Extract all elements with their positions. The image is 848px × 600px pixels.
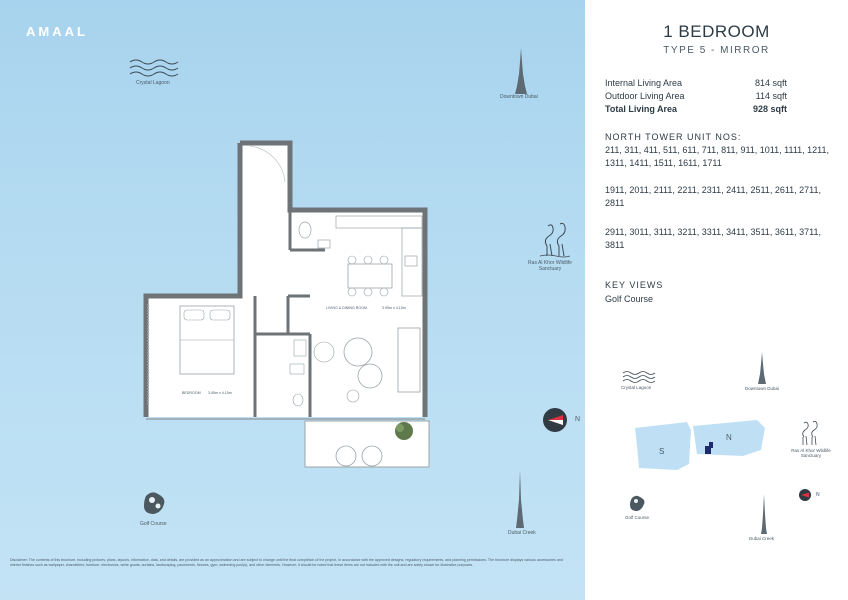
mini-north-label: N <box>726 433 732 442</box>
mini-dubai-creek-label: Dubai Creek <box>749 536 775 541</box>
key-views-heading: KEY VIEWS <box>605 280 664 290</box>
total-area-row <box>605 104 787 114</box>
downtown-dubai-label: Downtown Dubai <box>500 94 538 100</box>
mini-waves-icon <box>621 370 657 384</box>
compass-icon <box>541 406 569 434</box>
mini-crystal-lagoon-label: Crystal Lagoon <box>621 385 652 390</box>
internal-area-row <box>605 78 787 88</box>
mini-creek-tower-icon <box>760 494 768 534</box>
total-area-value: 928 sqft <box>752 104 787 114</box>
unit-title: 1 BEDROOM <box>663 22 770 41</box>
dubai-creek-tower-icon <box>515 470 525 528</box>
ras-al-khor-label: Ras Al Khor Wildlife Sanctuary <box>528 260 572 272</box>
dubai-creek-label: Dubai Creek <box>508 530 536 536</box>
mini-compass-north: N <box>816 492 820 498</box>
mini-compass-icon <box>798 488 812 502</box>
golf-course-label: Golf Course <box>140 521 167 527</box>
mini-golf-label: Golf Course <box>625 515 650 520</box>
living-room-size: 3.95m x 4.15m <box>382 306 406 310</box>
crystal-lagoon-label: Crystal Lagoon <box>136 80 170 86</box>
bedroom-size: 3.95m x 4.15m <box>208 391 232 395</box>
outdoor-area-value: 114 sqft <box>755 91 787 101</box>
unit-group-3: 2911, 3011, 3111, 3211, 3311, 3411, 3511, 3611, 3711, 3811 <box>605 227 822 250</box>
waves-icon <box>128 58 184 78</box>
unit-subtitle: TYPE 5 - MIRROR <box>663 45 770 56</box>
mini-burj-icon <box>757 352 767 384</box>
internal-area-label: Internal Living Area <box>605 78 683 88</box>
bedroom-label: BEDROOM <box>182 391 201 395</box>
total-area-label: Total Living Area <box>605 104 678 114</box>
key-views-value: Golf Course <box>605 294 654 304</box>
mini-golf-icon <box>628 494 648 512</box>
unit-nos-heading: NORTH TOWER UNIT NOS: <box>605 132 742 142</box>
internal-area-value: 814 sqft <box>754 78 787 88</box>
flamingo-icon <box>538 222 572 258</box>
disclaimer-text: Disclaimer: The contents of this brochure, including pictures, plans, layouts, information, data, and details, are provided as an approximation and are subject to change until the final completion of the project, in accordance with the approved designs, regulatory requirements, and planning permissions. The brochure displays various accessories and interior finishes such as wallpaper, chandeliers, furniture, electronics, white goods, curtains, landscaping, pavements, fixtures, gym, swimming pool(s), and other elements. However, it should be noted that these items are not included with the unit and are solely shown for illustrative purposes. <box>10 558 563 567</box>
mini-downtown-label: Downtown Dubai <box>744 386 780 391</box>
living-room-label: LIVING & DINING ROOM <box>326 306 367 310</box>
unit-info-panel <box>585 0 848 600</box>
compass-north-label: N <box>575 416 581 423</box>
unit-group-1: 211, 311, 411, 511, 611, 711, 811, 911, 1011, 1111, 1211, 1311, 1411, 1511, 1611, 1711 <box>605 145 830 168</box>
unit-group-2: 1911, 2011, 2111, 2211, 2311, 2411, 2511, 2611, 2711, 2811 <box>605 185 822 208</box>
mini-south-label: S <box>659 447 665 456</box>
outdoor-area-row <box>605 91 787 101</box>
golf-course-icon <box>140 490 170 516</box>
mini-flamingo-icon <box>797 420 821 446</box>
burj-khalifa-icon <box>514 48 528 94</box>
outdoor-area-label: Outdoor Living Area <box>605 91 685 101</box>
amaal-logo: AMAAL <box>26 24 88 39</box>
mini-ras-al-khor-label: Ras Al Khor Wildlife Sanctuary <box>791 448 831 458</box>
mini-buildings <box>633 416 767 472</box>
floor-plan <box>140 138 440 470</box>
